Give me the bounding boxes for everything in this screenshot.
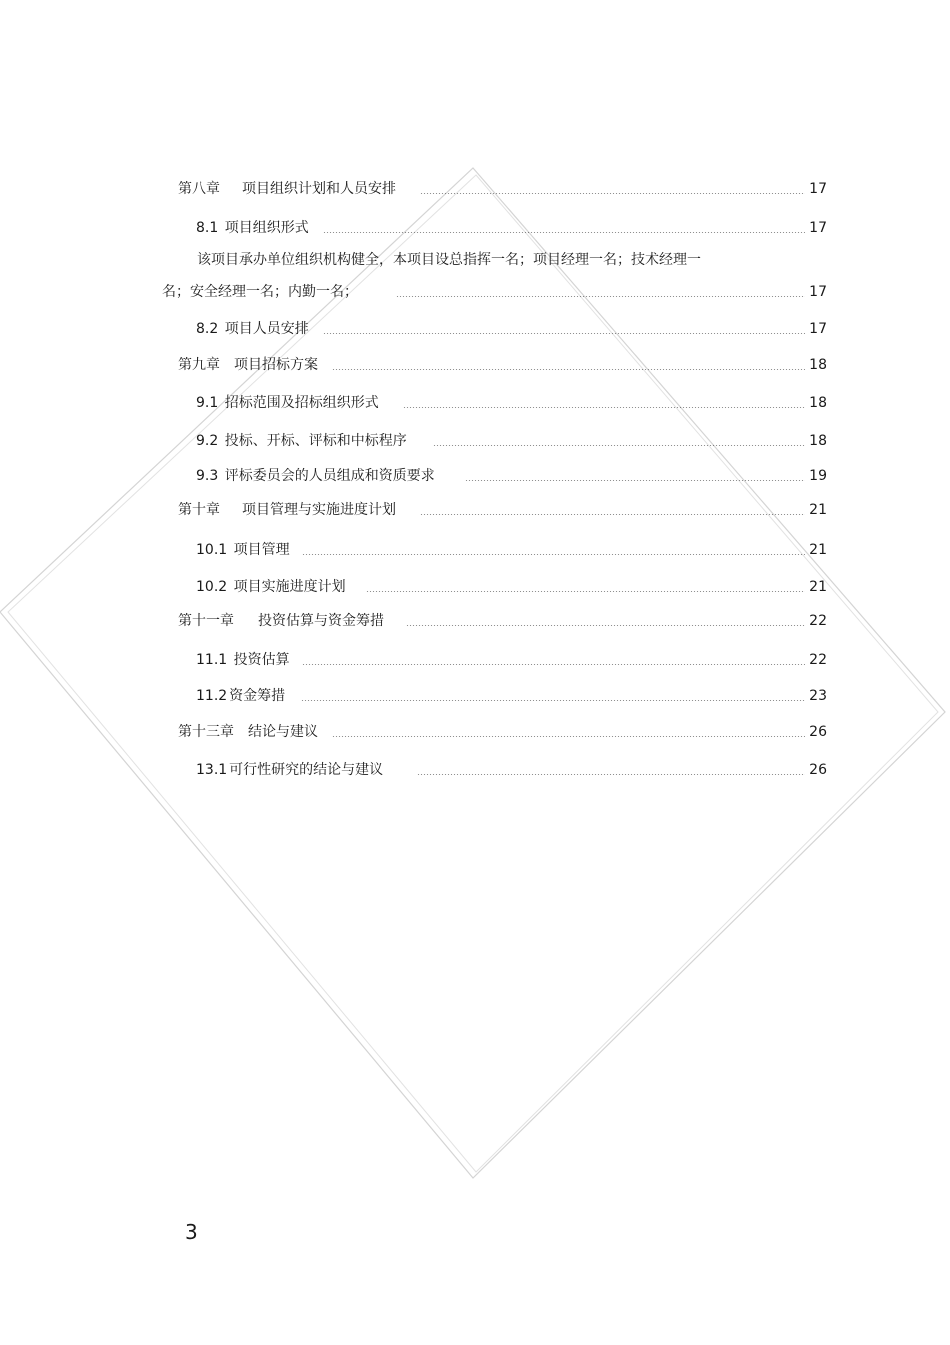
toc-section-10-2[interactable] [196,574,827,596]
section-title: 投标、开标、评标和中标程序 [224,433,407,449]
section-number: 9.2 [196,433,219,449]
page-ref: 18 [809,395,827,411]
dot-leader [332,736,805,737]
chapter-name: 结论与建议 [248,724,318,740]
section-number: 11.2 [196,688,228,704]
dot-leader [417,774,805,775]
chapter-name: 项目管理与实施进度计划 [242,502,396,518]
section-number: 9.1 [196,395,219,411]
dot-leader [302,554,806,555]
section-title: 可行性研究的结论与建议 [229,762,384,778]
section-number: 10.1 [196,542,228,558]
section-title: 投资估算 [233,652,290,668]
page-number: 3 [185,1220,198,1244]
toc-section-13-1[interactable] [196,757,827,779]
paragraph-line-2: 名；安全经理一名；内勤一名； [162,284,358,300]
section-number: 9.3 [196,468,219,484]
toc-section-8-2[interactable] [196,316,827,338]
chapter-title: 第八章 [178,181,220,197]
section-number: 11.1 [196,652,228,668]
toc-section-11-2[interactable] [196,683,827,705]
page-ref: 22 [809,613,827,629]
dot-leader [396,296,805,297]
page-ref: 26 [809,724,827,740]
toc-section-11-1[interactable] [196,647,827,669]
toc-chapter-8[interactable] [178,176,827,198]
toc-section-10-1[interactable] [196,537,827,559]
page-ref: 17 [809,321,827,337]
page-ref: 18 [809,433,827,449]
dot-leader [332,369,805,370]
toc-chapter-10[interactable] [178,497,827,519]
page-ref: 19 [809,468,827,484]
page-ref: 21 [809,502,827,518]
section-number: 13.1 [196,762,228,778]
section-number: 8.1 [196,220,219,236]
section-number: 10.2 [196,579,228,595]
page-ref: 17 [809,220,827,236]
chapter-name: 项目招标方案 [234,357,318,373]
dot-leader [323,232,805,233]
page-ref: 26 [809,762,827,778]
toc-section-9-2[interactable] [196,428,827,450]
toc-chapter-13[interactable] [178,719,827,741]
section-title: 招标范围及招标组织形式 [224,395,379,411]
page-ref: 21 [809,542,827,558]
chapter-name: 项目组织计划和人员安排 [242,181,396,197]
section-title: 评标委员会的人员组成和资质要求 [224,468,435,484]
chapter-name: 投资估算与资金筹措 [258,613,384,629]
section-title: 资金筹措 [229,688,286,704]
dot-leader [301,700,805,701]
toc-chapter-11[interactable] [178,608,827,630]
section-title: 项目组织形式 [224,220,309,236]
page-ref: 17 [809,284,827,300]
dot-leader [433,445,805,446]
page-ref: 21 [809,579,827,595]
dot-leader [465,480,805,481]
page-ref: 23 [809,688,827,704]
chapter-title: 第十一章 [178,613,234,629]
dot-leader [323,333,805,334]
dot-leader [302,664,806,665]
dot-leader [420,193,805,194]
page-ref: 22 [809,652,827,668]
dot-leader [420,514,805,515]
dot-leader [406,625,805,626]
toc-section-9-3[interactable] [196,463,827,485]
section-title: 项目实施进度计划 [233,579,346,595]
section-title: 项目人员安排 [224,321,309,337]
toc-chapter-9[interactable] [178,352,827,374]
section-title: 项目管理 [233,542,290,558]
toc-section-8-1[interactable] [196,215,827,237]
page-ref: 18 [809,357,827,373]
section-number: 8.2 [196,321,219,337]
chapter-title: 第九章 [178,357,220,373]
toc-paragraph-entry[interactable] [162,279,827,301]
chapter-title: 第十三章 [178,724,234,740]
paragraph-line-1: 该项目承办单位组织机构健全，本项目设总指挥一名；项目经理一名；技术经理一 [197,252,701,268]
chapter-title: 第十章 [178,502,220,518]
dot-leader [403,407,805,408]
toc-section-9-1[interactable] [196,390,827,412]
page-ref: 17 [809,181,827,197]
dot-leader [366,591,806,592]
